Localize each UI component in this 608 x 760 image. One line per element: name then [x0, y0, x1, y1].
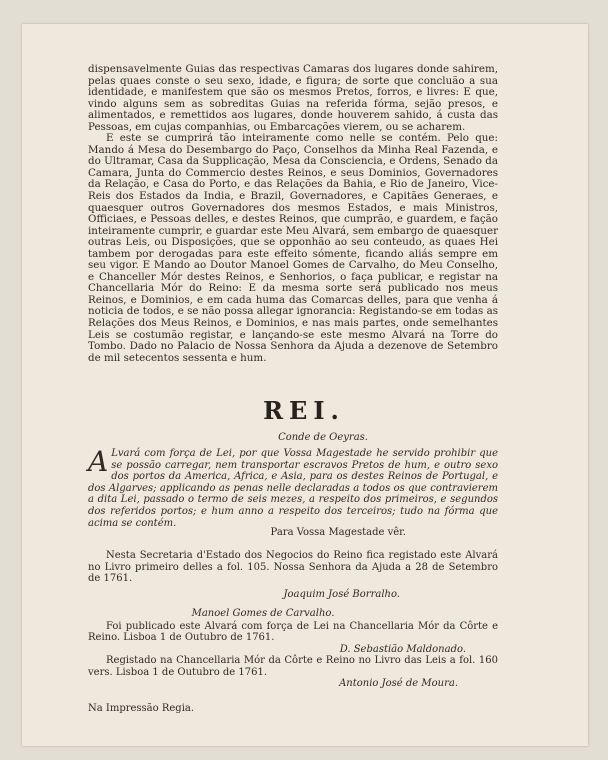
publication-note: Foi publicado este Alvará com força de Lei na Chancellaria Mór da Côrte e Reino. Lisboa 1 de Outubro de 1761.	[88, 620, 498, 644]
summary-text: Lvará com força de Lei, por que Vossa Magestade he servido prohibir que se possão carregar, nem transportar escravos Pretos de hum, e outro sexo dos portos da America, Africa, e Asia, para os destes Reinos de Portugal, e dos Algarves; applicando as penas nelle declaradas a todos os que contravierem a dita Lei, passado o termo de seis mezes, a respeito dos primeiros, e segundos dos referidos portos; e hum anno a respeito dos terceiros; tudo na fórma que acima se contém.	[88, 448, 498, 529]
imprint: Na Impressão Regia.	[88, 703, 195, 714]
publisher-signature: D. Sebastião Maldonado.	[339, 643, 466, 655]
summary-initial: A	[88, 445, 109, 478]
decree-continuation: dispensavelmente Guias das respectivas Camaras dos lugares donde sahirem, pelas quaes conste o seu sexo, idade, e figura; de sorte que concluão a sua identidade, e manifestem que são os mesmos Pretos, forros, e livres: E que, vindo alguns sem as sobreditas Guias na referida fórma, sejão presos, e alimentados, e remettidos aos lugares, donde houverem sahido, á custa das Pessoas, em cujas companhias, ou Embarcações vierem, ou se acharem.	[88, 63, 498, 133]
chancellor-signature: Manoel Gomes de Carvalho.	[191, 608, 335, 619]
addressed-to-block	[88, 527, 498, 539]
registry-block	[88, 550, 498, 600]
decree-enforcement-clause: E este se cumprirá tão inteiramente como nelle se contém. Pelo que: Mando á Mesa do Desembargo do Paço, Conselhos da Minha Real Fazenda, e do Ultramar, Casa da Supplicação, Mesa da Consciencia, e Ordens, Senado da Camara, Junta do Commercio destes Reinos, e seus Dominios, Governadores da Relação, e Casa do Porto, e das Relações da Bahia, e Rio de Janeiro, Vice-Reis dos Estados da India, e Brazil, Governadores, e Capitães Generaes, e quaesquer outros Governadores dos mesmos Estados, e mais Ministros, Officiaes, e Pessoas delles, e destes Reinos, que cumprão, e guardem, e fação inteiramente cumprir, e guardar este Meu Alvará, sem embargo de quaesquer outras Leis, ou Disposições, que se opponhão ao seu conteudo, as quaes Hei tambem por derogadas para este effeito sómente, ficando aliás sempre em seu vigor. E Mando ao Doutor Manoel Gomes de Carvalho, do Meu Conselho, e Chanceller Mór destes Reinos, e Senhorios, o faça publicar, e registar na Chancellaria Mór do Reino: E da mesma sorte será publicado nos meus Reinos, e Dominios, e em cada huma das Comarcas delles, para que venha á noticia de todos, e se não possa allegar ignorancia: Registando-se em todas as Relações dos Meus Reinos, e Dominios, e nas mais partes, onde semelhantes Leis se costumão registar, e lançando-se este mesmo Alvará na Torre do Tombo. Dado no Palacio de Nossa Senhora da Ajuda a dezenove de Setembro de mil setecentos sessenta e hum.	[88, 132, 498, 364]
chancellery-note: Registado na Chancellaria Mór da Côrte e Reino no Livro das Leis a fol. 160 vers. Lisboa 1 de Outubro de 1761.	[88, 655, 498, 678]
decree-summary	[88, 445, 498, 529]
addressed-to: Para Vossa Magestade vêr.	[270, 527, 406, 538]
countersign-block	[88, 432, 498, 444]
registrar-signature: Joaquim José Borralho.	[283, 588, 400, 600]
decree-body	[88, 64, 498, 364]
registry-note: Nesta Secretaria d'Estado dos Negocios do Reino fica registado este Alvará no Livro primeiro delles a fol. 105. Nossa Senhora da Ajuda a 28 de Setembro de 1761.	[88, 550, 498, 585]
royal-signature-title: REI.	[263, 396, 345, 425]
publication-block	[88, 608, 498, 655]
chancellery-block	[88, 655, 498, 690]
imprint-block	[88, 703, 498, 715]
chancellery-clerk-signature: Antonio José de Moura.	[339, 678, 458, 690]
countersign: Conde de Oeyras.	[278, 432, 368, 443]
